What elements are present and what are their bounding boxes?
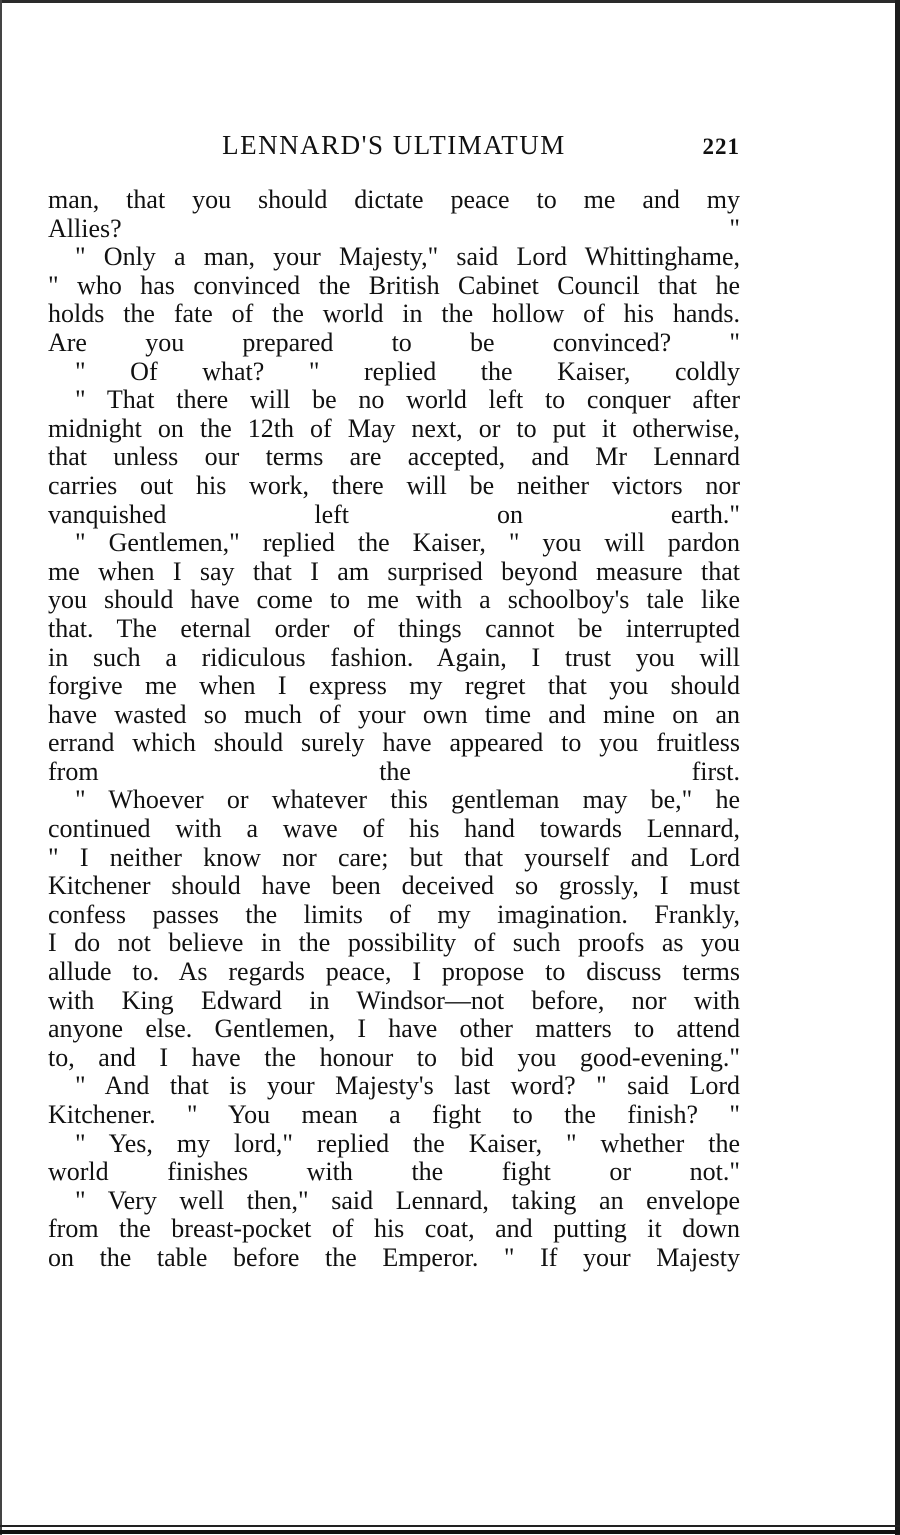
text-line: that. The eternal order of things cannot be interrupted: [48, 613, 740, 643]
text-line: on the table before the Emperor. " If your Majesty: [48, 1242, 740, 1272]
text-line: in such a ridiculous fashion. Again, I trust you will: [48, 642, 740, 672]
text-line: holds the fate of the world in the hollow of his hands.: [48, 299, 740, 329]
body-text: [48, 186, 740, 1273]
text-line: confess passes the limits of my imagination. Frankly,: [48, 899, 740, 929]
text-line: Kitchener. " You mean a fight to the finish? ": [48, 1100, 740, 1129]
paragraph: [48, 358, 740, 387]
text-line: " Only a man, your Majesty," said Lord Whittinghame,: [75, 242, 740, 272]
bottom-rule-thick: [0, 1530, 900, 1534]
page-number: 221: [702, 134, 740, 159]
text-line: world finishes with the fight or not.": [48, 1157, 740, 1187]
text-line: from the breast-pocket of his coat, and putting it down: [48, 1214, 740, 1244]
text-line: have wasted so much of your own time and mine on an: [48, 699, 740, 729]
paragraph: [48, 1187, 740, 1273]
bottom-rule: [0, 1525, 900, 1527]
paragraph: [48, 186, 740, 243]
paragraph: [48, 386, 740, 529]
text-line: anyone else. Gentlemen, I have other matters to attend: [48, 1014, 740, 1044]
running-head: [48, 130, 740, 170]
text-line: you should have come to me with a schoolboy's tale like: [48, 585, 740, 615]
paragraph: [48, 243, 740, 357]
text-line: allude to. As regards peace, I propose to discuss terms: [48, 957, 740, 987]
page-edge-bottom: [0, 1521, 900, 1535]
text-line: man, that you should dictate peace to me and my: [48, 185, 740, 214]
text-line: " That there will be no world left to conquer after: [75, 385, 740, 415]
running-title: LENNARD'S ULTIMATUM: [222, 130, 566, 160]
text-line: Are you prepared to be convinced? ": [48, 327, 740, 357]
text-line: " Very well then," said Lennard, taking an envelope: [75, 1185, 740, 1215]
text-line: " Of what? " replied the Kaiser, coldly: [75, 356, 740, 386]
text-line: midnight on the 12th of May next, or to put it otherwise,: [48, 413, 740, 443]
paragraph: [48, 1072, 740, 1129]
text-line: from the first.: [48, 756, 740, 786]
paragraph: [48, 1130, 740, 1187]
text-line: Kitchener should have been deceived so grossly, I must: [48, 871, 740, 901]
page-edge-left: [0, 0, 2, 1535]
paragraph: [48, 529, 740, 786]
text-line: " Yes, my lord," replied the Kaiser, " whether the: [75, 1128, 740, 1158]
text-line: errand which should surely have appeared to you fruitless: [48, 728, 740, 758]
text-line: " who has convinced the British Cabinet Council that he: [48, 270, 740, 300]
text-line: continued with a wave of his hand towards Lennard,: [48, 814, 740, 844]
text-line: I do not believe in the possibility of such proofs as you: [48, 928, 740, 958]
text-line: with King Edward in Windsor—not before, nor with: [48, 985, 740, 1015]
text-line: " I neither know nor care; but that yourself and Lord: [48, 842, 740, 872]
text-line: vanquished left on earth.": [48, 499, 740, 529]
text-line: Allies? ": [48, 213, 740, 243]
text-line: " Whoever or whatever this gentleman may be," he: [75, 785, 740, 815]
text-line: carries out his work, there will be neither victors nor: [48, 470, 740, 500]
text-line: me when I say that I am surprised beyond measure that: [48, 556, 740, 586]
paragraph: [48, 786, 740, 1072]
text-line: that unless our terms are accepted, and Mr Lennard: [48, 442, 740, 472]
text-line: to, and I have the honour to bid you good-evening.": [48, 1042, 740, 1072]
page-edge-right: [895, 0, 900, 1535]
text-line: " And that is your Majesty's last word? " said Lord: [75, 1071, 740, 1101]
text-line: " Gentlemen," replied the Kaiser, " you will pardon: [75, 528, 740, 558]
page-edge-top: [0, 0, 900, 3]
text-line: forgive me when I express my regret that you should: [48, 671, 740, 701]
